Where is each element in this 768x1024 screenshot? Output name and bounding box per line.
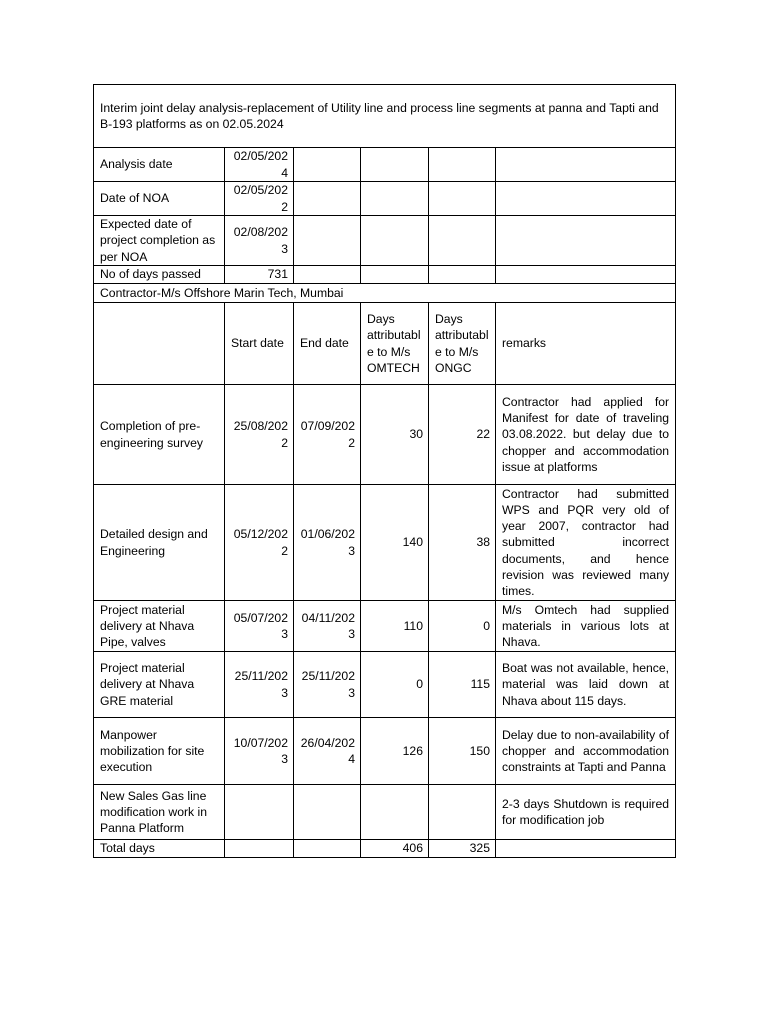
remarks-cell: Boat was not available, hence, material was laid down at Nhava about 115 days. (496, 652, 676, 718)
empty-cell (225, 840, 294, 858)
remarks-cell: Delay due to non-availability of chopper and accommodation constraints at Tapti and Panna (496, 718, 676, 785)
ongc-days-cell: 150 (429, 718, 496, 785)
summary-value: 731 (225, 266, 294, 284)
activity-cell: Detailed design and Engineering (94, 485, 225, 601)
remarks-cell: Contractor had submitted WPS and PQR very old of year 2007, contractor had submitted incorrect documents, and hence revision was reviewed many times. (496, 485, 676, 601)
document-title: Interim joint delay analysis-replacement of Utility line and process line segments at panna and Tapti and B-193 platforms as on 02.05.2024 (94, 85, 676, 148)
header-start-date: Start date (225, 303, 294, 385)
omtech-days-cell: 110 (361, 601, 429, 652)
end-date-cell: 01/06/2023 (294, 485, 361, 601)
title-row (94, 85, 676, 148)
start-date-cell: 10/07/2023 (225, 718, 294, 785)
summary-label: No of days passed (94, 266, 225, 284)
summary-row-analysis-date (94, 148, 676, 182)
start-date-cell (225, 785, 294, 840)
total-row (94, 840, 676, 858)
empty-cell (429, 182, 496, 216)
ongc-days-cell (429, 785, 496, 840)
remarks-cell: Contractor had applied for Manifest for date of traveling 03.08.2022. but delay due to chopper and accommodation issue at platforms (496, 385, 676, 485)
empty-cell (294, 266, 361, 284)
activity-cell: New Sales Gas line modification work in Panna Platform (94, 785, 225, 840)
empty-cell (361, 182, 429, 216)
omtech-days-cell: 30 (361, 385, 429, 485)
total-omtech-days: 406 (361, 840, 429, 858)
table-row (94, 652, 676, 718)
summary-label: Analysis date (94, 148, 225, 182)
summary-value: 02/08/2023 (225, 216, 294, 266)
header-end-date: End date (294, 303, 361, 385)
total-label: Total days (94, 840, 225, 858)
empty-cell (294, 182, 361, 216)
end-date-cell: 04/11/2023 (294, 601, 361, 652)
table-row (94, 601, 676, 652)
ongc-days-cell: 115 (429, 652, 496, 718)
contractor-row (94, 284, 676, 303)
activity-cell: Project material delivery at Nhava GRE material (94, 652, 225, 718)
empty-cell (429, 216, 496, 266)
empty-cell (361, 148, 429, 182)
empty-cell (496, 216, 676, 266)
ongc-days-cell: 0 (429, 601, 496, 652)
empty-cell (361, 216, 429, 266)
start-date-cell: 25/11/2023 (225, 652, 294, 718)
summary-row-days-passed (94, 266, 676, 284)
end-date-cell (294, 785, 361, 840)
summary-label: Date of NOA (94, 182, 225, 216)
empty-cell (496, 266, 676, 284)
activity-cell: Project material delivery at Nhava Pipe, valves (94, 601, 225, 652)
empty-cell (496, 148, 676, 182)
contractor-name: Contractor-M/s Offshore Marin Tech, Mumbai (94, 284, 676, 303)
header-activity (94, 303, 225, 385)
omtech-days-cell: 0 (361, 652, 429, 718)
header-remarks: remarks (496, 303, 676, 385)
empty-cell (294, 216, 361, 266)
header-days-omtech: Days attributable to M/s OMTECH (361, 303, 429, 385)
empty-cell (429, 266, 496, 284)
end-date-cell: 26/04/2024 (294, 718, 361, 785)
ongc-days-cell: 38 (429, 485, 496, 601)
ongc-days-cell: 22 (429, 385, 496, 485)
table-row (94, 385, 676, 485)
table-row (94, 485, 676, 601)
empty-cell (294, 840, 361, 858)
start-date-cell: 05/12/2022 (225, 485, 294, 601)
summary-value: 02/05/2022 (225, 182, 294, 216)
omtech-days-cell: 140 (361, 485, 429, 601)
empty-cell (429, 148, 496, 182)
summary-row-expected-completion (94, 216, 676, 266)
delay-analysis-table (93, 84, 676, 858)
end-date-cell: 07/09/2022 (294, 385, 361, 485)
activity-cell: Manpower mobilization for site execution (94, 718, 225, 785)
start-date-cell: 25/08/2022 (225, 385, 294, 485)
summary-label: Expected date of project completion as per NOA (94, 216, 225, 266)
table-row (94, 718, 676, 785)
start-date-cell: 05/07/2023 (225, 601, 294, 652)
remarks-cell: M/s Omtech had supplied materials in various lots at Nhava. (496, 601, 676, 652)
summary-value: 02/05/2024 (225, 148, 294, 182)
empty-cell (294, 148, 361, 182)
end-date-cell: 25/11/2023 (294, 652, 361, 718)
total-ongc-days: 325 (429, 840, 496, 858)
header-row (94, 303, 676, 385)
empty-cell (496, 840, 676, 858)
omtech-days-cell (361, 785, 429, 840)
remarks-cell: 2-3 days Shutdown is required for modification job (496, 785, 676, 840)
header-days-ongc: Days attributable to M/s ONGC (429, 303, 496, 385)
empty-cell (496, 182, 676, 216)
summary-row-noa-date (94, 182, 676, 216)
activity-cell: Completion of pre-engineering survey (94, 385, 225, 485)
omtech-days-cell: 126 (361, 718, 429, 785)
empty-cell (361, 266, 429, 284)
table-row (94, 785, 676, 840)
